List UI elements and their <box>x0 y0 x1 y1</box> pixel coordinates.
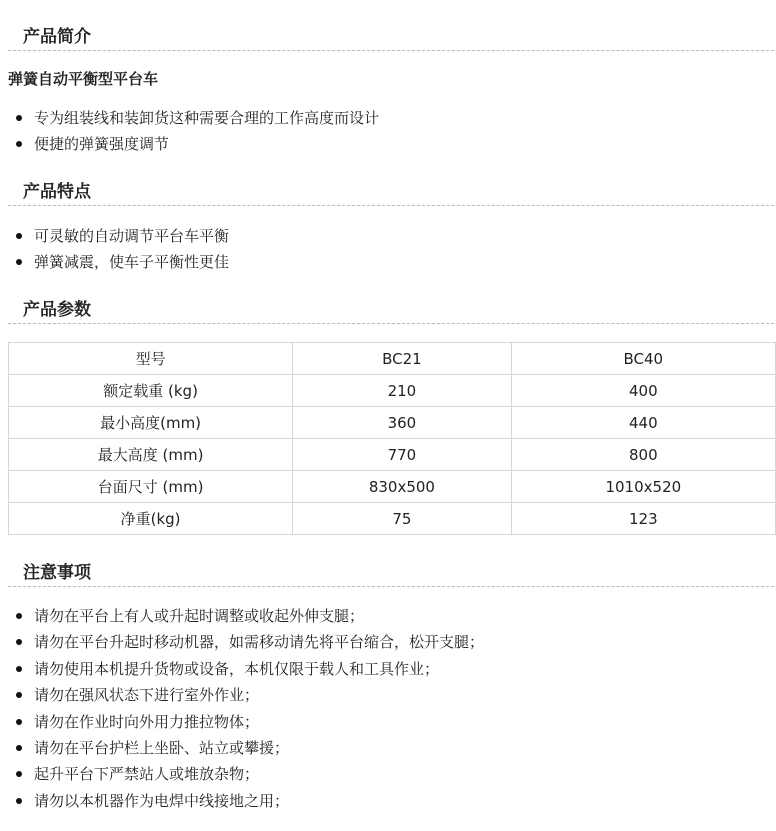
table-cell: 123 <box>511 503 775 535</box>
table-row <box>9 375 776 407</box>
table-cell: 210 <box>293 375 511 407</box>
table-cell: 440 <box>511 407 775 439</box>
table-header-row <box>9 343 776 375</box>
params-heading <box>8 299 774 324</box>
table-cell: 400 <box>511 375 775 407</box>
features-heading <box>8 181 774 206</box>
table-row <box>9 471 776 503</box>
table-cell: 75 <box>293 503 511 535</box>
table-row <box>9 407 776 439</box>
list-item: 请勿在作业时向外用力推拉物体； <box>8 712 484 738</box>
table-header-cell: 型号 <box>9 343 293 375</box>
list-item: 请勿使用本机提升货物或设备，本机仅限于载人和工具作业； <box>8 659 484 685</box>
list-item: 请勿在平台上有人或升起时调整或收起外伸支腿； <box>8 606 484 632</box>
table-cell: 360 <box>293 407 511 439</box>
list-item: 起升平台下严禁站人或堆放杂物； <box>8 764 484 790</box>
table-cell: 台面尺寸 (mm) <box>9 471 293 503</box>
table-cell: 800 <box>511 439 775 471</box>
intro-heading-text: 产品简介 <box>23 27 91 47</box>
table-cell: 1010x520 <box>511 471 775 503</box>
table-row <box>9 503 776 535</box>
list-item: 便捷的弹簧强度调节 <box>8 134 379 160</box>
notes-heading <box>8 562 774 587</box>
notes-heading-text: 注意事项 <box>23 563 91 583</box>
list-item: 请勿在强风状态下进行室外作业； <box>8 685 484 711</box>
list-item: 请勿在平台护栏上坐卧、站立或攀援； <box>8 738 484 764</box>
table-header-cell: BC40 <box>511 343 775 375</box>
list-item: 请勿以本机器作为电焊中线接地之用； <box>8 791 484 817</box>
table-row <box>9 439 776 471</box>
list-item: 可灵敏的自动调节平台车平衡 <box>8 226 229 252</box>
notes-bullet-list <box>8 606 484 817</box>
table-cell: 830x500 <box>293 471 511 503</box>
table-cell: 最小高度(mm) <box>9 407 293 439</box>
table-cell: 净重(kg) <box>9 503 293 535</box>
table-cell: 最大高度 (mm) <box>9 439 293 471</box>
list-item: 专为组装线和装卸货这种需要合理的工作高度而设计 <box>8 108 379 134</box>
features-heading-text: 产品特点 <box>23 182 91 202</box>
intro-heading <box>8 26 774 51</box>
list-item: 弹簧减震，使车子平衡性更佳 <box>8 252 229 278</box>
product-name: 弹簧自动平衡型平台车 <box>8 70 159 88</box>
list-item: 请勿在平台升起时移动机器，如需移动请先将平台缩合，松开支腿； <box>8 632 484 658</box>
intro-bullet-list <box>8 108 379 161</box>
features-bullet-list <box>8 226 229 279</box>
spec-table <box>8 342 776 535</box>
table-cell: 额定载重 (kg) <box>9 375 293 407</box>
params-heading-text: 产品参数 <box>23 300 91 320</box>
table-cell: 770 <box>293 439 511 471</box>
table-header-cell: BC21 <box>293 343 511 375</box>
